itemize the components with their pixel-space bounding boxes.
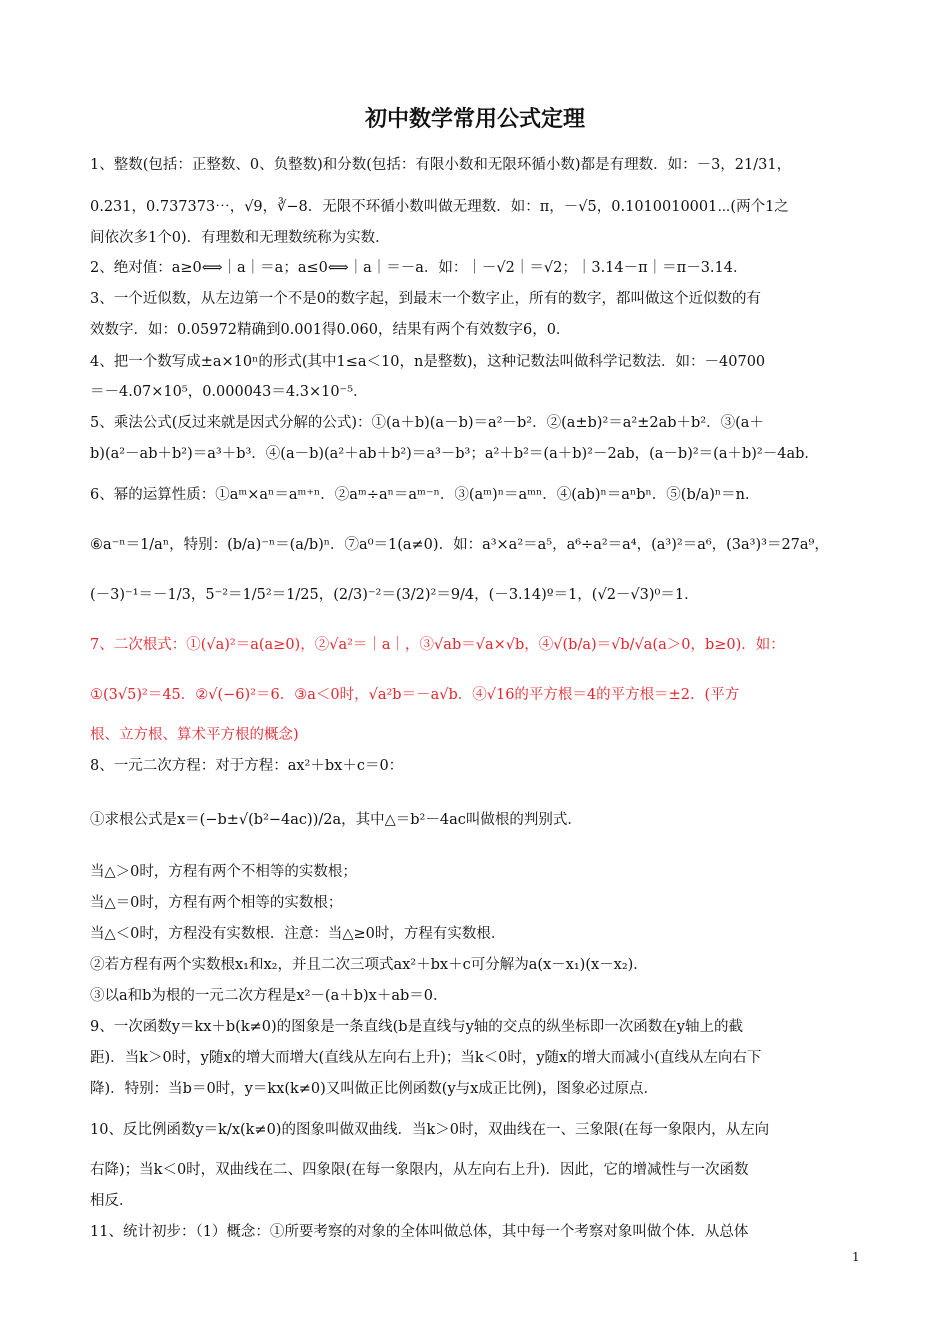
line-28: 右降)；当k＜0时，双曲线在二、四象限(在每一象限内，从左向右上升)．因此，它的增减性与一次函数 (90, 1162, 749, 1178)
line-25: 距)．当k＞0时，y随x的增大而增大(直线从左向右上升)；当k＜0时，y随x的增大而减小(直线从左向右下 (90, 1050, 762, 1066)
line-10: b)(a²－ab＋b²)＝a³＋b³．④(a－b)(a²＋ab＋b²)＝a³－b³；a²＋b²＝(a＋b)²－2ab，(a－b)²＝(a＋b)²－4ab． (90, 446, 819, 462)
line-20: 当△＝0时，方程有两个相等的实数根； (90, 895, 343, 911)
line-27: 10、反比例函数y＝k/x(k≠0)的图象叫做双曲线．当k＞0时，双曲线在一、三象限(在每一象限内，从左向 (90, 1122, 770, 1138)
page-number: 1 (852, 1250, 860, 1264)
line-1: 1、整数(包括：正整数、0、负整数)和分数(包括：有限小数和无限环循小数)都是有理数．如：－3，21/31， (90, 157, 792, 173)
line-8: ＝－4.07×10⁵，0.000043＝4.3×10⁻⁵． (90, 384, 368, 400)
line-11: 6、幂的运算性质：①aᵐ×aⁿ＝aᵐ⁺ⁿ．②aᵐ÷aⁿ＝aᵐ⁻ⁿ．③(aᵐ)ⁿ＝aᵐⁿ．④(ab)ⁿ＝aⁿbⁿ．⑤(b/a)ⁿ＝n． (90, 487, 760, 503)
line-17: 8、一元二次方程：对于方程：ax²＋bx＋c＝0： (90, 758, 404, 774)
line-29: 相反． (90, 1193, 134, 1209)
line-18: ①求根公式是x＝(−b±√(b²−4ac))/2a，其中△＝b²－4ac叫做根的判别式． (90, 812, 582, 828)
line-2: 0.231，0.737373⋯，√9，∛−8．无限不环循小数叫做无理数．如：π，－√5，0.1010010001⋯(两个1之 (90, 199, 789, 215)
line-19: 当△＞0时，方程有两个不相等的实数根； (90, 864, 357, 880)
line-5: 3、一个近似数，从左边第一个不是0的数字起，到最末一个数字止，所有的数字，都叫做这个近似数的有 (90, 291, 761, 307)
line-7: 4、把一个数写成±a×10ⁿ的形式(其中1≤a＜10，n是整数)，这种记数法叫做科学记数法．如：－40700 (90, 354, 766, 370)
line-24: 9、一次函数y＝kx＋b(k≠0)的图象是一条直线(b是直线与y轴的交点的纵坐标即一次函数在y轴上的截 (90, 1019, 743, 1035)
line-16: 根、立方根、算术平方根的概念) (90, 727, 299, 743)
line-30: 11、统计初步：（1）概念：①所要考察的对象的全体叫做总体，其中每一个考察对象叫做个体．从总体 (90, 1224, 749, 1240)
line-14: 7、二次根式：①(√a)²＝a(a≥0)，②√a²＝｜a｜，③√ab＝√a×√b，④√(b/a)＝√b/√a(a＞0，b≥0)．如： (90, 637, 785, 653)
line-26: 降)．特别：当b＝0时，y＝kx(k≠0)又叫做正比例函数(y与x成正比例)，图象必过原点． (90, 1081, 658, 1097)
line-13: (－3)⁻¹＝－1/3，5⁻²＝1/5²＝1/25，(2/3)⁻²＝(3/2)²＝9/4，(－3.14)º＝1，(√2－√3)⁰＝1． (90, 587, 699, 603)
page-title: 初中数学常用公式定理 (364, 107, 585, 132)
line-12: ⑥a⁻ⁿ＝1/aⁿ，特别：(b/a)⁻ⁿ＝(a/b)ⁿ．⑦a⁰＝1(a≠0)．如：a³×a²＝a⁵，a⁶÷a²＝a⁴，(a³)²＝a⁶，(3a³)³＝27a⁹， (90, 537, 829, 553)
line-23: ③以a和b为根的一元二次方程是x²－(a＋b)x＋ab＝0． (90, 988, 448, 1004)
line-3: 间依次多1个0)．有理数和无理数统称为实数． (90, 230, 390, 246)
line-9: 5、乘法公式(反过来就是因式分解的公式)：①(a＋b)(a－b)＝a²－b²．②(a±b)²＝a²±2ab＋b²．③(a＋ (90, 415, 764, 431)
line-21: 当△＜0时，方程没有实数根．注意：当△≥0时，方程有实数根． (90, 926, 506, 942)
line-6: 效数字．如：0.05972精确到0.001得0.060，结果有两个有效数字6，0． (90, 322, 571, 338)
line-15: ①(3√5)²＝45．②√(−6)²＝6．③a＜0时，√a²b＝－a√b．④√16的平方根＝4的平方根＝±2．(平方 (90, 687, 740, 703)
line-22: ②若方程有两个实数根x₁和x₂，并且二次三项式ax²＋bx＋c可分解为a(x－x₁)(x－x₂)． (90, 957, 648, 973)
line-4: 2、绝对值：a≥0⟺｜a｜＝a；a≤0⟺｜a｜＝－a．如：｜－√2｜＝√2；｜3.14－π｜＝π－3.14． (90, 260, 748, 276)
